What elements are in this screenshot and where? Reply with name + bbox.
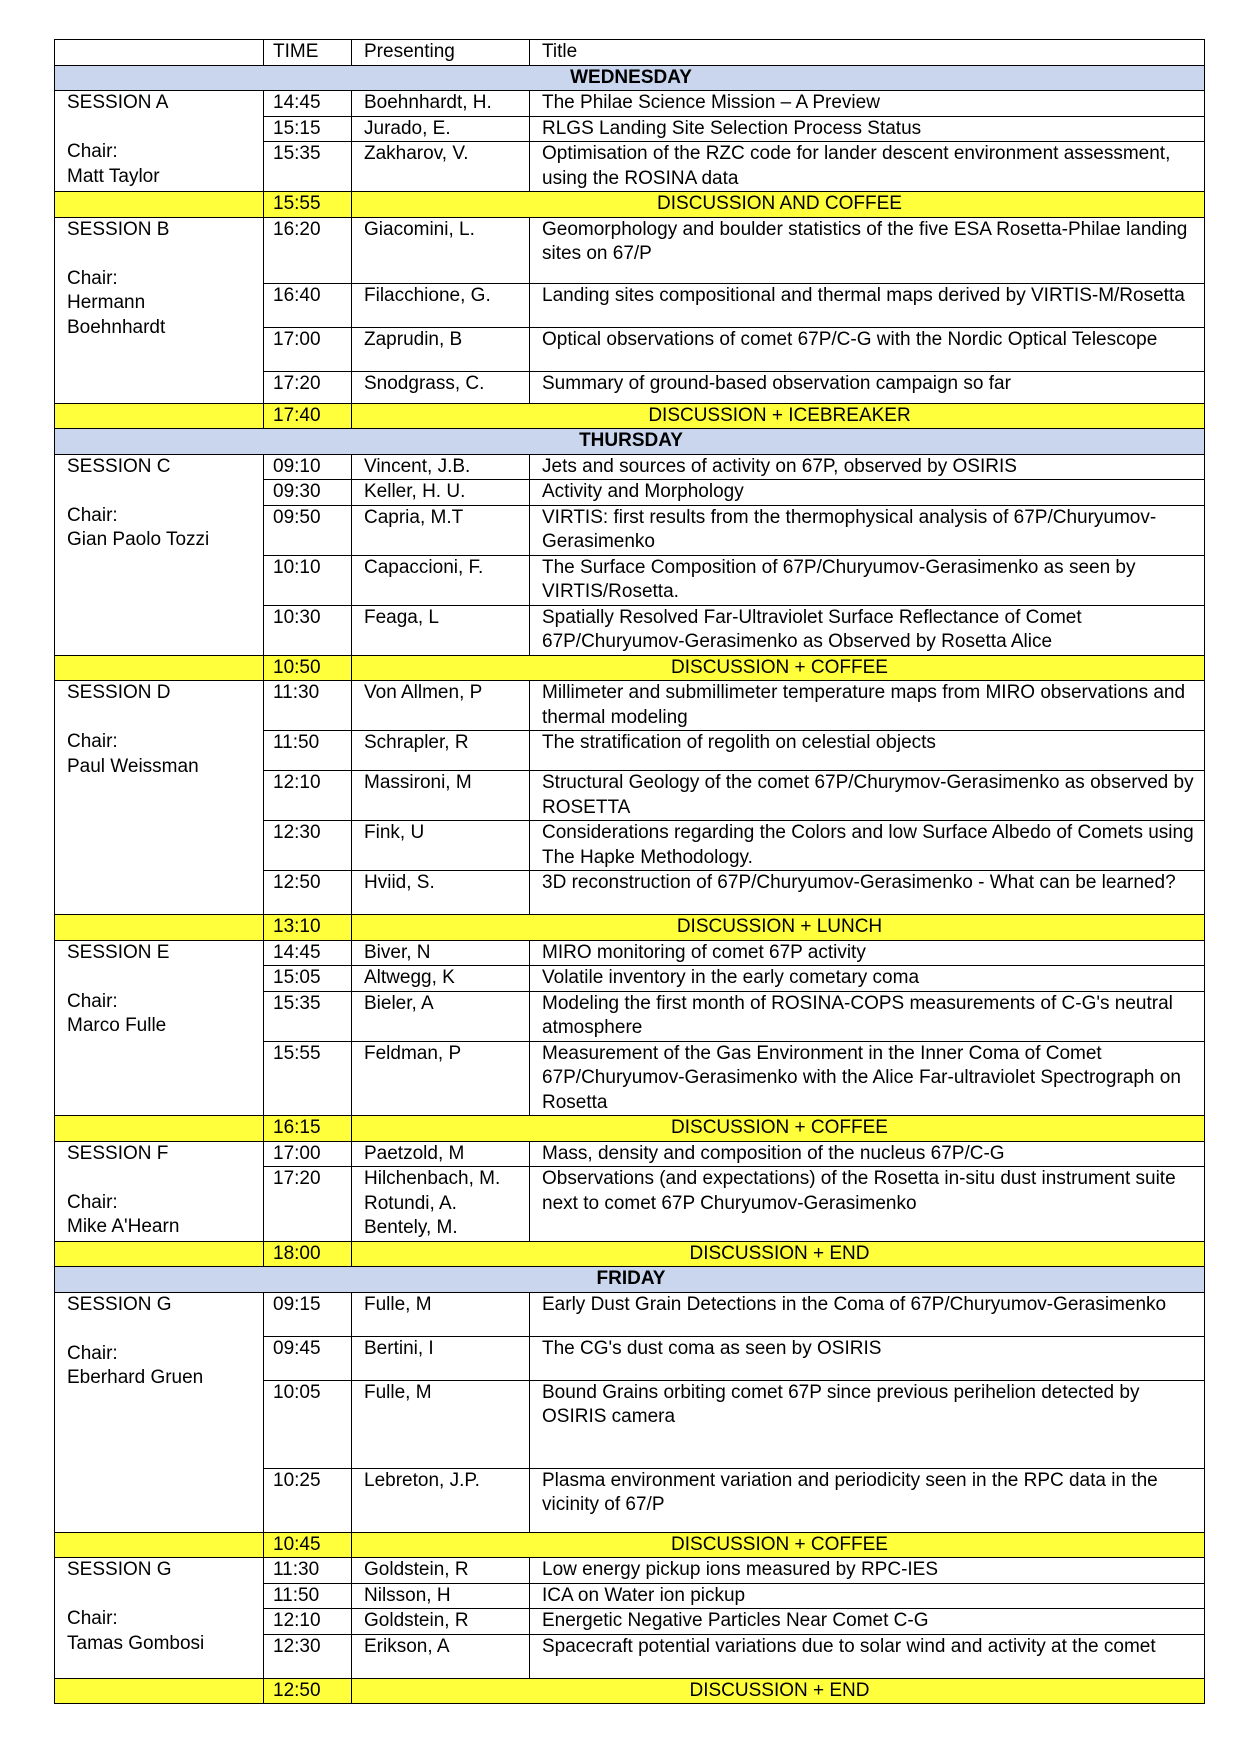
talk-title: Structural Geology of the comet 67P/Churymov-Gerasimenko as observed by ROSETTA: [530, 771, 1205, 821]
talk-presenter-cell: [352, 505, 530, 555]
chair-name: Boehnhardt: [67, 316, 166, 338]
talk-presenter-cell: [352, 1468, 530, 1532]
chair-label: Chair:: [67, 1608, 118, 1629]
session-name: SESSION G: [67, 1293, 172, 1315]
talk-title: Observations (and expectations) of the Rosetta in-situ dust instrument suite next to comet 67P Churyumov-Gerasimenko: [530, 1167, 1205, 1242]
talk-time: 17:20: [264, 1167, 352, 1242]
talk-presenter-cell: [352, 1380, 530, 1468]
break-row: [55, 1532, 1205, 1558]
talk-time: 15:35: [264, 142, 352, 192]
chair-name: Marco Fulle: [67, 1015, 167, 1036]
break-time: 17:40: [264, 403, 352, 429]
talk-title: Geomorphology and boulder statistics of the five ESA Rosetta-Philae landing sites on 67/P: [530, 217, 1205, 283]
talk-presenter-cell: [352, 327, 530, 371]
talk-presenter-cell: [352, 871, 530, 915]
header-time: TIME: [264, 40, 352, 66]
talk-time: 10:10: [264, 555, 352, 605]
spacer: [67, 479, 254, 504]
chair-label: Chair:: [67, 141, 118, 162]
talk-row: [55, 1292, 1205, 1336]
talk-presenter-cell: [352, 555, 530, 605]
talk-title: Volatile inventory in the early cometary coma: [530, 966, 1205, 992]
talk-presenter-cell: [352, 1634, 530, 1678]
talk-time: 16:20: [264, 217, 352, 283]
talk-presenter: Bentely, M.: [364, 1217, 458, 1238]
talk-title: Activity and Morphology: [530, 480, 1205, 506]
talk-presenter: Massironi, M: [364, 772, 472, 793]
talk-presenter-cell: [352, 116, 530, 142]
talk-presenter-cell: [352, 217, 530, 283]
break-row: [55, 1116, 1205, 1142]
talk-title: Jets and sources of activity on 67P, observed by OSIRIS: [530, 454, 1205, 480]
talk-presenter: Fulle, M: [364, 1293, 432, 1315]
break-time: 13:10: [264, 915, 352, 941]
talk-presenter-cell: [352, 480, 530, 506]
talk-presenter-cell: [352, 991, 530, 1041]
talk-row: [55, 1558, 1205, 1584]
session-name: SESSION B: [67, 218, 170, 240]
header-session: [55, 40, 264, 66]
talk-row: [55, 1141, 1205, 1167]
talk-presenter: Goldstein, R: [364, 1559, 469, 1580]
talk-time: 10:30: [264, 605, 352, 655]
day-row: [55, 429, 1205, 455]
break-empty: [55, 915, 264, 941]
day-label: FRIDAY: [55, 1267, 1205, 1293]
talk-presenter: Feldman, P: [364, 1042, 462, 1064]
break-label: DISCUSSION + COFFEE: [352, 655, 1205, 681]
spacer: [67, 706, 254, 731]
talk-presenter-cell: [352, 940, 530, 966]
talk-presenter: Jurado, E.: [364, 117, 451, 139]
talk-presenter-cell: [352, 821, 530, 871]
talk-title: MIRO monitoring of comet 67P activity: [530, 940, 1205, 966]
talk-presenter-cell: [352, 771, 530, 821]
talk-time: 17:00: [264, 327, 352, 371]
break-time: 10:50: [264, 655, 352, 681]
header-title: Title: [530, 40, 1205, 66]
talk-presenter: Vincent, J.B.: [364, 455, 471, 477]
talk-presenter-cell: [352, 1609, 530, 1635]
session-cell: [55, 681, 264, 915]
talk-time: 12:10: [264, 771, 352, 821]
talk-title: Bound Grains orbiting comet 67P since previous perihelion detected by OSIRIS camera: [530, 1380, 1205, 1468]
talk-row: [55, 940, 1205, 966]
talk-title: Optical observations of comet 67P/C-G with the Nordic Optical Telescope: [530, 327, 1205, 371]
session-cell: [55, 1141, 264, 1241]
talk-title: Plasma environment variation and periodicity seen in the RPC data in the vicinity of 67/P: [530, 1468, 1205, 1532]
talk-presenter: Filacchione, G.: [364, 284, 491, 306]
talk-time: 11:30: [264, 1558, 352, 1584]
talk-presenter-cell: [352, 1336, 530, 1380]
talk-presenter-cell: [352, 371, 530, 403]
talk-time: 15:15: [264, 116, 352, 142]
schedule-body: [55, 40, 1205, 1704]
talk-title: The Philae Science Mission – A Preview: [530, 91, 1205, 117]
spacer: [67, 1583, 254, 1608]
talk-time: 09:10: [264, 454, 352, 480]
chair-label: Chair:: [67, 267, 118, 289]
chair-name: Gian Paolo Tozzi: [67, 529, 210, 550]
talk-time: 14:45: [264, 91, 352, 117]
talk-presenter-cell: [352, 731, 530, 771]
talk-presenter: Boehnhardt, H.: [364, 92, 492, 113]
session-cell: [55, 1558, 264, 1679]
break-time: 18:00: [264, 1241, 352, 1267]
spacer: [67, 1166, 254, 1191]
talk-presenter: Keller, H. U.: [364, 481, 466, 502]
break-row: [55, 1678, 1205, 1704]
talk-title: Optimisation of the RZC code for lander descent environment assessment, using the ROSINA data: [530, 142, 1205, 192]
talk-presenter-cell: [352, 142, 530, 192]
talk-presenter: Hilchenbach, M.: [364, 1168, 501, 1189]
day-label: THURSDAY: [55, 429, 1205, 455]
spacer: [67, 242, 254, 267]
talk-time: 15:35: [264, 991, 352, 1041]
talk-time: 11:50: [264, 1583, 352, 1609]
talk-time: 09:30: [264, 480, 352, 506]
talk-presenter: Von Allmen, P: [364, 682, 483, 703]
day-row: [55, 1267, 1205, 1293]
break-time: 16:15: [264, 1116, 352, 1142]
break-empty: [55, 403, 264, 429]
chair-label: Chair:: [67, 504, 118, 526]
session-cell: [55, 217, 264, 403]
chair-name: Tamas Gombosi: [67, 1632, 205, 1654]
chair-name: Matt Taylor: [67, 165, 160, 187]
talk-time: 11:30: [264, 681, 352, 731]
talk-presenter: Snodgrass, C.: [364, 372, 485, 394]
break-row: [55, 192, 1205, 218]
talk-time: 12:30: [264, 821, 352, 871]
header-row: [55, 40, 1205, 66]
break-row: [55, 655, 1205, 681]
break-time: 12:50: [264, 1678, 352, 1704]
talk-presenter: Fulle, M: [364, 1381, 432, 1403]
talk-time: 12:50: [264, 871, 352, 915]
talk-presenter-cell: [352, 1167, 530, 1242]
talk-title: VIRTIS: first results from the thermophysical analysis of 67P/Churyumov-Gerasimenko: [530, 505, 1205, 555]
schedule-table: [54, 39, 1205, 1704]
talk-time: 09:50: [264, 505, 352, 555]
session-cell: [55, 1292, 264, 1532]
talk-title: Millimeter and submillimeter temperature maps from MIRO observations and thermal modeling: [530, 681, 1205, 731]
session-cell: [55, 940, 264, 1116]
session-name: SESSION F: [67, 1142, 169, 1164]
talk-title: Modeling the first month of ROSINA-COPS measurements of C-G's neutral atmosphere: [530, 991, 1205, 1041]
talk-title: The CG's dust coma as seen by OSIRIS: [530, 1336, 1205, 1380]
talk-presenter: Capaccioni, F.: [364, 556, 484, 578]
talk-time: 12:10: [264, 1609, 352, 1635]
talk-title: ICA on Water ion pickup: [530, 1583, 1205, 1609]
chair-label: Chair:: [67, 990, 118, 1012]
talk-row: [55, 91, 1205, 117]
break-row: [55, 1241, 1205, 1267]
talk-presenter: Paetzold, M: [364, 1142, 465, 1164]
talk-title: RLGS Landing Site Selection Process Status: [530, 116, 1205, 142]
session-name: SESSION A: [67, 92, 169, 113]
break-label: DISCUSSION + COFFEE: [352, 1116, 1205, 1142]
talk-time: 09:45: [264, 1336, 352, 1380]
talk-presenter-cell: [352, 91, 530, 117]
talk-presenter-cell: [352, 681, 530, 731]
break-empty: [55, 1241, 264, 1267]
chair-name: Paul Weissman: [67, 755, 199, 777]
talk-presenter: Goldstein, R: [364, 1610, 469, 1631]
talk-presenter: Schrapler, R: [364, 732, 469, 753]
talk-title: Mass, density and composition of the nucleus 67P/C-G: [530, 1141, 1205, 1167]
chair-name: Eberhard Gruen: [67, 1367, 204, 1388]
talk-time: 10:05: [264, 1380, 352, 1468]
day-label: WEDNESDAY: [55, 65, 1205, 91]
talk-presenter-cell: [352, 283, 530, 327]
talk-title: 3D reconstruction of 67P/Churyumov-Gerasimenko - What can be learned?: [530, 871, 1205, 915]
break-label: DISCUSSION + LUNCH: [352, 915, 1205, 941]
break-empty: [55, 1116, 264, 1142]
chair-label: Chair:: [67, 731, 118, 752]
break-row: [55, 915, 1205, 941]
talk-time: 14:45: [264, 940, 352, 966]
talk-time: 09:15: [264, 1292, 352, 1336]
talk-presenter-cell: [352, 966, 530, 992]
talk-presenter: Hviid, S.: [364, 872, 435, 893]
talk-presenter-cell: [352, 1558, 530, 1584]
talk-time: 10:25: [264, 1468, 352, 1532]
chair-label: Chair:: [67, 1342, 118, 1364]
talk-presenter: Lebreton, J.P.: [364, 1469, 480, 1491]
spacer: [67, 965, 254, 990]
talk-time: 12:30: [264, 1634, 352, 1678]
talk-title: The stratification of regolith on celestial objects: [530, 731, 1205, 771]
talk-title: Low energy pickup ions measured by RPC-IES: [530, 1558, 1205, 1584]
talk-title: Landing sites compositional and thermal maps derived by VIRTIS-M/Rosetta: [530, 283, 1205, 327]
session-name: SESSION C: [67, 455, 171, 477]
talk-time: 11:50: [264, 731, 352, 771]
talk-presenter: Zaprudin, B: [364, 328, 463, 350]
break-label: DISCUSSION + END: [352, 1241, 1205, 1267]
talk-time: 15:55: [264, 1041, 352, 1116]
talk-presenter-cell: [352, 1041, 530, 1116]
day-row: [55, 65, 1205, 91]
chair-name: Hermann: [67, 292, 146, 313]
talk-title: Spatially Resolved Far-Ultraviolet Surface Reflectance of Comet 67P/Churyumov-Gerasimenko as Observed by Rosetta Alice: [530, 605, 1205, 655]
talk-time: 15:05: [264, 966, 352, 992]
chair-name: Mike A'Hearn: [67, 1216, 180, 1237]
talk-time: 17:00: [264, 1141, 352, 1167]
talk-presenter: Bertini, I: [364, 1337, 434, 1359]
break-label: DISCUSSION + COFFEE: [352, 1532, 1205, 1558]
break-label: DISCUSSION AND COFFEE: [352, 192, 1205, 218]
talk-title: Early Dust Grain Detections in the Coma of 67P/Churyumov-Gerasimenko: [530, 1292, 1205, 1336]
talk-title: The Surface Composition of 67P/Churyumov-Gerasimenko as seen by VIRTIS/Rosetta.: [530, 555, 1205, 605]
talk-presenter: Bieler, A: [364, 992, 434, 1014]
session-cell: [55, 454, 264, 655]
talk-presenter-cell: [352, 1141, 530, 1167]
talk-presenter: Capria, M.T: [364, 506, 464, 528]
talk-title: Measurement of the Gas Environment in the Inner Coma of Comet 67P/Churyumov-Gerasimenko with the Alice Far-ultraviolet Spectrograph on Rosetta: [530, 1041, 1205, 1116]
talk-presenter: Fink, U: [364, 822, 425, 843]
talk-time: 16:40: [264, 283, 352, 327]
spacer: [67, 116, 254, 141]
break-time: 15:55: [264, 192, 352, 218]
session-name: SESSION D: [67, 682, 171, 703]
talk-presenter: Erikson, A: [364, 1635, 450, 1657]
chair-label: Chair:: [67, 1191, 118, 1213]
talk-presenter: Feaga, L: [364, 606, 439, 628]
talk-presenter: Nilsson, H: [364, 1584, 451, 1606]
talk-title: Spacecraft potential variations due to solar wind and activity at the comet: [530, 1634, 1205, 1678]
talk-presenter: Zakharov, V.: [364, 143, 469, 164]
break-empty: [55, 1532, 264, 1558]
spacer: [67, 1317, 254, 1342]
talk-presenter: Biver, N: [364, 941, 431, 963]
break-time: 10:45: [264, 1532, 352, 1558]
talk-row: [55, 217, 1205, 283]
break-label: DISCUSSION + END: [352, 1678, 1205, 1704]
break-row: [55, 403, 1205, 429]
talk-presenter: Altwegg, K: [364, 967, 455, 988]
talk-time: 17:20: [264, 371, 352, 403]
talk-presenter: Giacomini, L.: [364, 218, 475, 240]
talk-title: Considerations regarding the Colors and low Surface Albedo of Comets using The Hapke Methodology.: [530, 821, 1205, 871]
session-name: SESSION E: [67, 941, 170, 963]
talk-title: Energetic Negative Particles Near Comet C-G: [530, 1609, 1205, 1635]
talk-row: [55, 681, 1205, 731]
break-empty: [55, 1678, 264, 1704]
talk-presenter: Rotundi, A.: [364, 1192, 457, 1214]
talk-presenter-cell: [352, 1583, 530, 1609]
talk-title: Summary of ground-based observation campaign so far: [530, 371, 1205, 403]
talk-row: [55, 454, 1205, 480]
break-empty: [55, 655, 264, 681]
talk-presenter-cell: [352, 1292, 530, 1336]
session-cell: [55, 91, 264, 192]
header-presenting: Presenting: [352, 40, 530, 66]
break-label: DISCUSSION + ICEBREAKER: [352, 403, 1205, 429]
talk-presenter-cell: [352, 454, 530, 480]
break-empty: [55, 192, 264, 218]
talk-presenter-cell: [352, 605, 530, 655]
session-name: SESSION G: [67, 1559, 172, 1580]
